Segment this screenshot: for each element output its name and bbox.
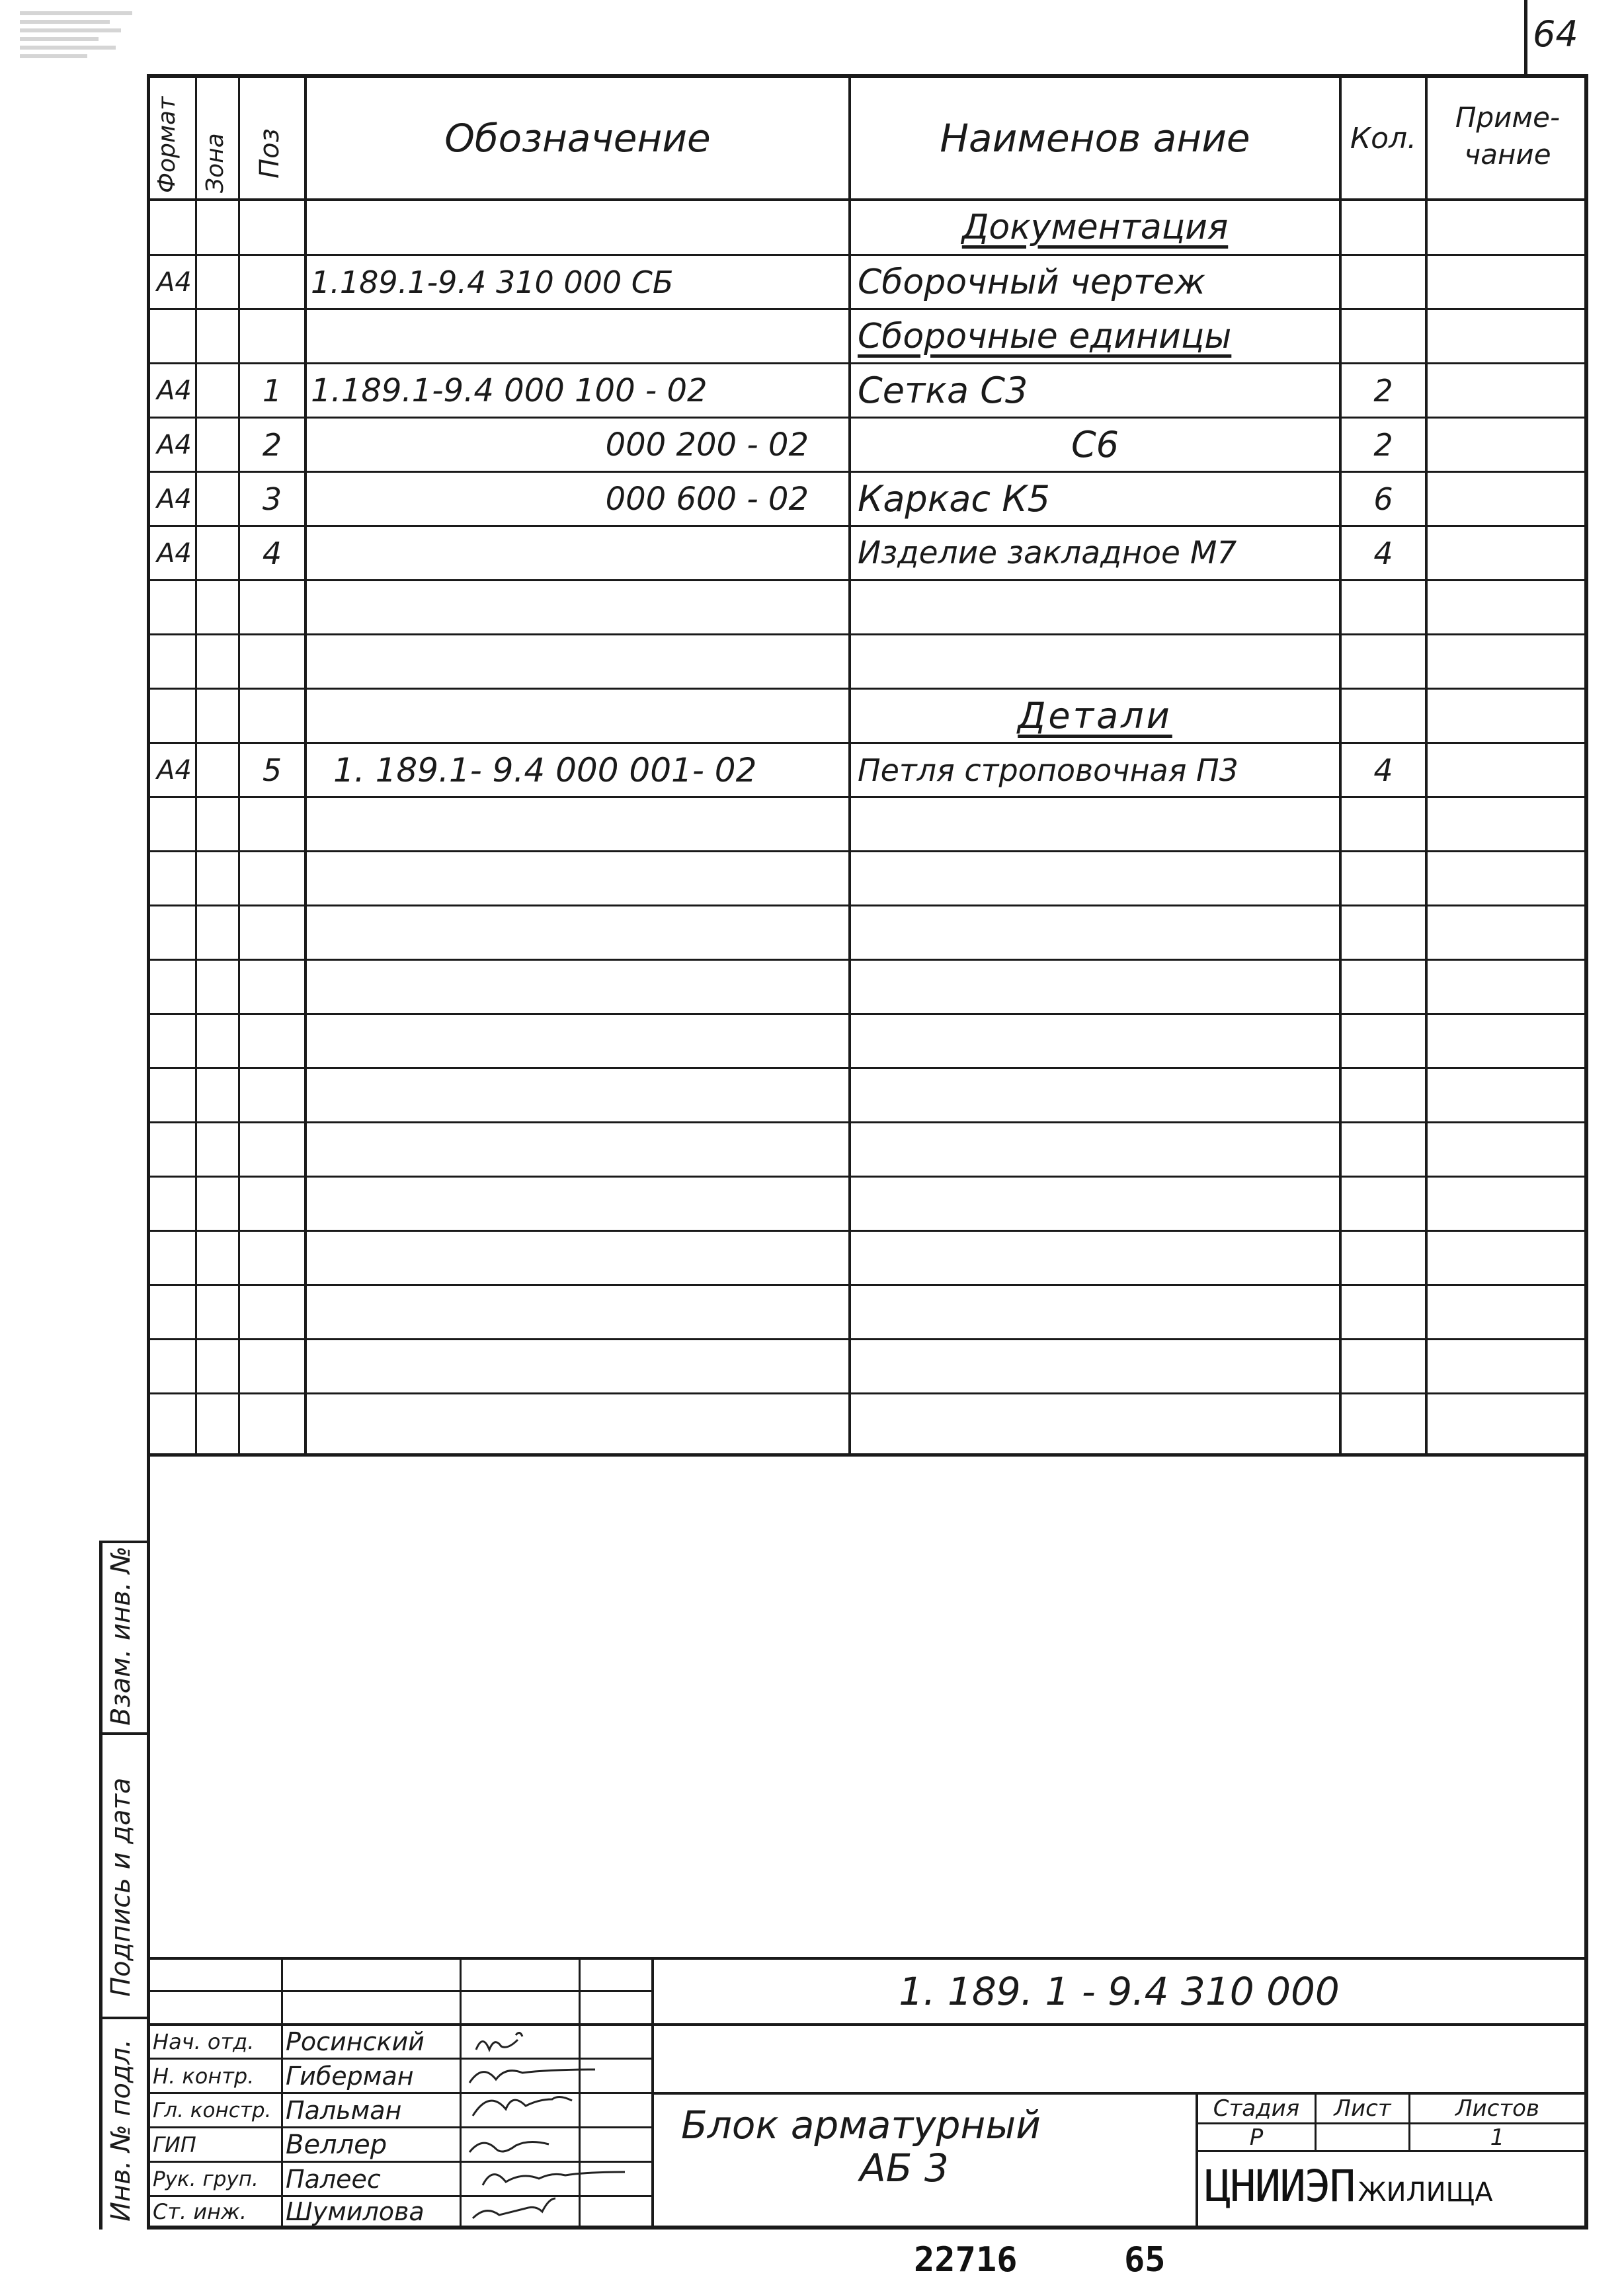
sheet-number-divider	[1524, 0, 1527, 74]
person-name: Росинский	[286, 2027, 425, 2056]
doc-code: 1. 189. 1 - 9.4 310 000	[899, 1969, 1340, 2014]
header-qty: Кол.	[1350, 121, 1417, 155]
role-label: Гл. констр.	[153, 2098, 272, 2122]
row-qty: 2	[1373, 372, 1393, 409]
person-name: Пальман	[286, 2095, 402, 2125]
role-label: Ст. инж.	[153, 2198, 247, 2224]
side-stamp-left-line	[99, 1541, 102, 2230]
row-format: А4	[157, 538, 192, 569]
row-designation: 1. 189.1- 9.4 000 001- 02	[333, 750, 757, 789]
role-label: Н. контр.	[153, 2063, 255, 2089]
col-line-1	[195, 74, 197, 1456]
header-designation: Обозначение	[444, 116, 711, 161]
header-note-line1: Приме-	[1455, 101, 1561, 134]
signatures-image	[463, 2023, 655, 2228]
table-bottom-line	[147, 1453, 1588, 1457]
header-zone: Зона	[202, 133, 229, 193]
row-format: А4	[157, 375, 192, 406]
person-name: Гиберман	[286, 2061, 414, 2091]
header-pos: Поз	[255, 128, 285, 179]
row-pos: 2	[262, 426, 282, 463]
row-name: С6	[1071, 424, 1119, 465]
row-qty: 2	[1373, 426, 1393, 463]
person-name: Веллер	[286, 2129, 387, 2160]
section-title: Детали	[1018, 695, 1172, 737]
stage-label: Стадия	[1213, 2095, 1300, 2122]
person-name: Шумилова	[286, 2197, 425, 2226]
header-note-line2: чание	[1464, 138, 1551, 171]
org-sub: ЖИЛИЩА	[1358, 2177, 1493, 2208]
section-title: Сборочные единицы	[858, 316, 1232, 356]
row-name: Сетка С3	[858, 370, 1028, 411]
row-designation: 1.189.1-9.4 310 000 СБ	[311, 264, 674, 300]
row-name: Изделие закладное М7	[858, 535, 1237, 571]
title-line1: Блок арматурный	[681, 2103, 1041, 2148]
role-label: Нач. отд.	[153, 2029, 255, 2054]
org-name	[1205, 2161, 1493, 2212]
row-name: Каркас К5	[858, 478, 1050, 520]
frame-bottom	[147, 2226, 1588, 2230]
header-name: Наименов ание	[940, 116, 1250, 161]
title-line2: АБ 3	[860, 2146, 949, 2191]
row-designation: 1.189.1-9.4 000 100 - 02	[311, 372, 708, 409]
side-inv-orig: Инв. № подл.	[106, 2039, 136, 2222]
sheet-value	[1317, 2124, 1408, 2150]
bottom-code: 22716	[914, 2240, 1018, 2280]
col-line-6	[1425, 74, 1428, 1456]
side-replace-inv: Взам. инв. №	[106, 1546, 136, 1726]
person-name: Палеес	[286, 2164, 381, 2194]
row-pos: 5	[262, 752, 282, 788]
sheets-label: Листов	[1455, 2095, 1539, 2122]
sheet-label: Лист	[1334, 2095, 1391, 2122]
row-pos: 1	[262, 372, 282, 409]
row-qty: 4	[1373, 535, 1393, 571]
row-name: Петля строповочная П3	[858, 752, 1238, 788]
row-designation: 000 600 - 02	[605, 480, 809, 518]
row-format: А4	[157, 483, 192, 514]
section-title: Документация	[961, 208, 1229, 247]
row-format: А4	[157, 266, 192, 298]
frame-right	[1584, 74, 1588, 2230]
row-qty: 4	[1373, 752, 1393, 788]
row-name: Сборочный чертеж	[858, 262, 1205, 302]
row-format: А4	[157, 754, 192, 785]
stage-value: Р	[1249, 2124, 1264, 2150]
header-note	[1435, 99, 1580, 173]
row-pos: 4	[262, 535, 282, 571]
archive-stamp-image	[20, 7, 132, 106]
row-format: А4	[157, 429, 192, 460]
role-label: ГИП	[153, 2132, 196, 2157]
sheets-value: 1	[1490, 2124, 1505, 2150]
header-format: Формат	[153, 96, 181, 193]
org-main: ЦНИИЭП	[1205, 2161, 1355, 2212]
sheet-number: 64	[1533, 13, 1578, 55]
bottom-page: 65	[1124, 2240, 1166, 2280]
role-label: Рук. груп.	[153, 2167, 259, 2191]
row-pos: 3	[262, 481, 282, 517]
side-sign-date: Подпись и дата	[106, 1777, 136, 1997]
row-qty: 6	[1373, 481, 1393, 517]
row-designation: 000 200 - 02	[605, 426, 809, 463]
